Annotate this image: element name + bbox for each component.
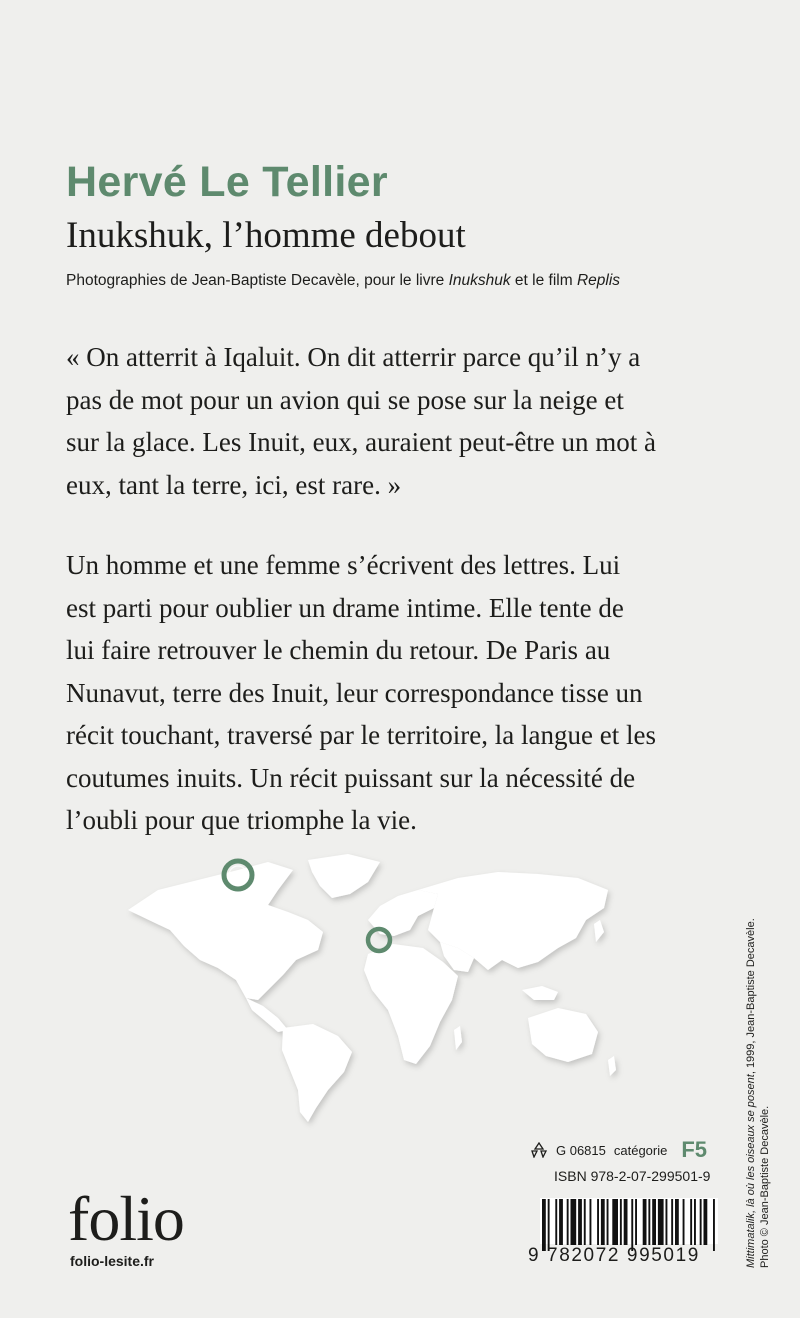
credit-mid: et le film [510, 272, 577, 289]
barcode-bar [631, 1199, 633, 1251]
publisher-website: folio-lesite.fr [70, 1253, 155, 1269]
quote-line: eux, tant la terre, ici, est rare. » [66, 469, 402, 500]
world-map [118, 850, 638, 1130]
barcode-bar [671, 1199, 673, 1245]
recycle-paper-icon [530, 1142, 548, 1158]
barcode-bar [675, 1199, 679, 1245]
blurb-line: lui faire retrouver le chemin du retour. De Paris au [66, 635, 611, 665]
opening-quote [66, 336, 736, 506]
barcode-bar [590, 1199, 592, 1245]
book-title: Inukshuk, l’homme debout [66, 215, 466, 256]
barcode-bar [571, 1199, 577, 1245]
barcode-bar [584, 1199, 586, 1245]
barcode-bar [624, 1199, 628, 1245]
barcode-bar [690, 1199, 692, 1245]
book-blurb [66, 544, 736, 842]
barcode-bar [713, 1199, 715, 1251]
barcode-bar [597, 1199, 599, 1245]
barcode-bar [559, 1199, 563, 1245]
category-label: catégorie [613, 1142, 668, 1158]
barcode-bar [620, 1199, 622, 1245]
barcode-bar [607, 1199, 609, 1245]
barcode-bar [601, 1199, 605, 1245]
blurb-line: Un homme et une femme s’écrivent des lettres. Lui [66, 550, 621, 580]
barcode-bar [700, 1199, 702, 1245]
quote-line: « On atterrit à Iqaluit. On dit atterrir parce qu’il n’y a [66, 342, 641, 372]
cover-photo-credit [744, 918, 772, 1268]
barcode-bar [658, 1199, 664, 1245]
barcode-bar [567, 1199, 569, 1245]
barcode-bar [548, 1199, 550, 1251]
barcode-bar [643, 1199, 647, 1245]
barcode-bar [704, 1199, 708, 1245]
credit-prefix: Photographies de Jean-Baptiste Decavèle, pour le livre [66, 272, 449, 289]
barcode-bar [666, 1199, 668, 1245]
photo-work-title: Mittimatalik, là où les oiseaux se posent [745, 1074, 757, 1268]
barcode-bar [612, 1199, 618, 1245]
barcode-bar [694, 1199, 696, 1245]
category-badge: F5 [681, 1137, 708, 1162]
blurb-line: récit touchant, traversé par le territoire, la langue et les [66, 720, 656, 750]
credit-film: Replis [576, 272, 621, 289]
barcode-bar [555, 1199, 557, 1245]
blurb-line: l’oubli pour que triomphe la vie. [66, 805, 417, 835]
blurb-line: Nunavut, terre des Inuit, leur correspondance tisse un [66, 677, 643, 708]
quote-line: pas de mot pour un avion qui se pose sur la neige et [66, 384, 624, 415]
photo-credit-work [744, 918, 758, 1268]
photo-credit-copyright: Photo © Jean-Baptiste Decavèle. [759, 1105, 771, 1268]
photo-credit-line [66, 272, 620, 290]
quote-line: sur la glace. Les Inuit, eux, auraient peut-être un mot à [66, 427, 657, 457]
catalog-code: G 06815 [556, 1142, 606, 1158]
barcode-bar [578, 1199, 582, 1245]
author-name: Hervé Le Tellier [66, 158, 388, 206]
publisher-logo: folio [68, 1183, 184, 1254]
barcode-bar [635, 1199, 637, 1245]
barcode-bar [542, 1199, 546, 1251]
barcode-bar [648, 1199, 650, 1245]
photo-work-detail: , 1999, Jean-Baptiste Decavèle. [745, 918, 757, 1075]
catalog-line [530, 1137, 707, 1163]
credit-book: Inukshuk [448, 272, 511, 289]
blurb-line: est parti pour oublier un drame intime. Elle tente de [66, 592, 624, 623]
barcode-digits: 9 782072 995019 [528, 1245, 700, 1266]
blurb-line: coutumes inuits. Un récit puissant sur la nécessité de [66, 762, 636, 793]
isbn: ISBN 978-2-07-299501-9 [554, 1168, 711, 1184]
barcode-bar [652, 1199, 656, 1245]
barcode-bar [683, 1199, 685, 1245]
